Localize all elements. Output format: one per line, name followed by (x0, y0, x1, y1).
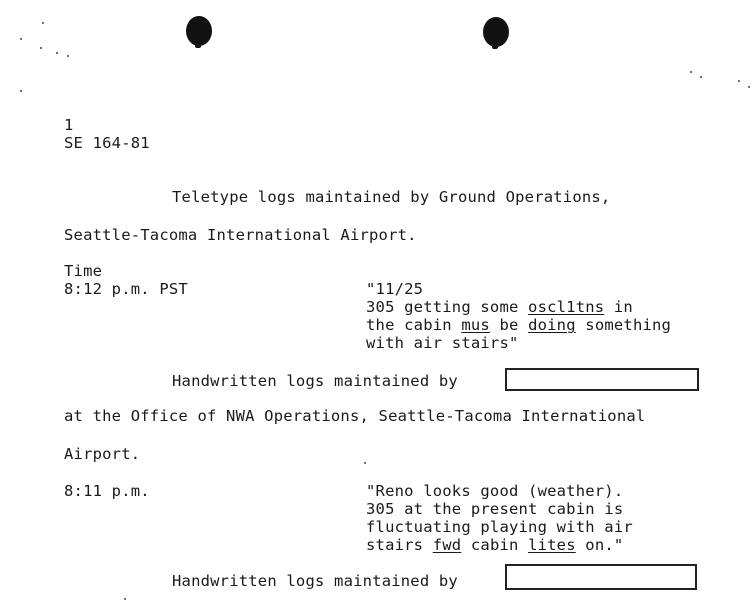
entry-text-segment: in (604, 298, 633, 316)
teletype-heading: Teletype logs maintained by Ground Operations, (172, 188, 611, 206)
underlined-word: oscl1tns (528, 298, 605, 316)
entry-text-line (366, 298, 633, 316)
entry-text-line: 305 at the present cabin is (366, 500, 624, 518)
entry-text-line: fluctuating playing with air (366, 518, 633, 536)
time-column-label: Time (64, 262, 103, 280)
scan-speck (364, 462, 366, 464)
entry-text-line (366, 316, 671, 334)
entry-text-segment: on." (575, 536, 624, 554)
scan-speck (748, 86, 750, 88)
entry-text-segment: stairs (366, 536, 433, 554)
scan-speck (20, 90, 22, 92)
entry-time: 8:12 p.m. PST (64, 280, 188, 298)
handwritten-heading: Handwritten logs maintained by (172, 372, 458, 390)
file-number: SE 164-81 (64, 134, 150, 152)
scan-speck (20, 38, 22, 40)
underlined-word: fwd (432, 536, 462, 554)
teletype-heading-continued: Seattle-Tacoma International Airport. (64, 226, 417, 244)
underlined-word: mus (461, 316, 490, 334)
entry-text-segment: the cabin (366, 316, 462, 334)
entry-text-line: "11/25 (366, 280, 424, 298)
scan-speck (738, 80, 740, 82)
punch-hole-right-mark (492, 41, 498, 49)
entry-text-segment: be (489, 316, 529, 334)
underlined-word: doing (528, 316, 576, 334)
scan-speck (56, 52, 58, 54)
scan-speck (40, 47, 42, 49)
redaction-box (505, 368, 699, 391)
scan-speck (67, 55, 69, 57)
scan-speck (124, 598, 126, 600)
entry-text-line (366, 536, 623, 554)
handwritten-heading: Handwritten logs maintained by (172, 572, 458, 590)
redaction-box (505, 564, 697, 590)
entry-text-line: with air stairs" (366, 334, 519, 352)
entry-text-line: "Reno looks good (weather). (366, 482, 624, 500)
entry-text-segment: 305 getting some (366, 298, 529, 316)
handwritten-heading-continued: at the Office of NWA Operations, Seattle-Tacoma International (64, 407, 646, 425)
page-number: 1 (64, 116, 74, 134)
entry-time: 8:11 p.m. (64, 482, 150, 500)
handwritten-heading-continued: Airport. (64, 445, 141, 463)
scan-speck (690, 71, 692, 73)
scan-speck (700, 76, 702, 78)
entry-text-segment: cabin (461, 536, 529, 554)
entry-text-segment: something (575, 316, 672, 334)
underlined-word: lites (528, 536, 576, 554)
scan-speck (42, 22, 44, 24)
punch-hole-left-mark (195, 40, 201, 48)
